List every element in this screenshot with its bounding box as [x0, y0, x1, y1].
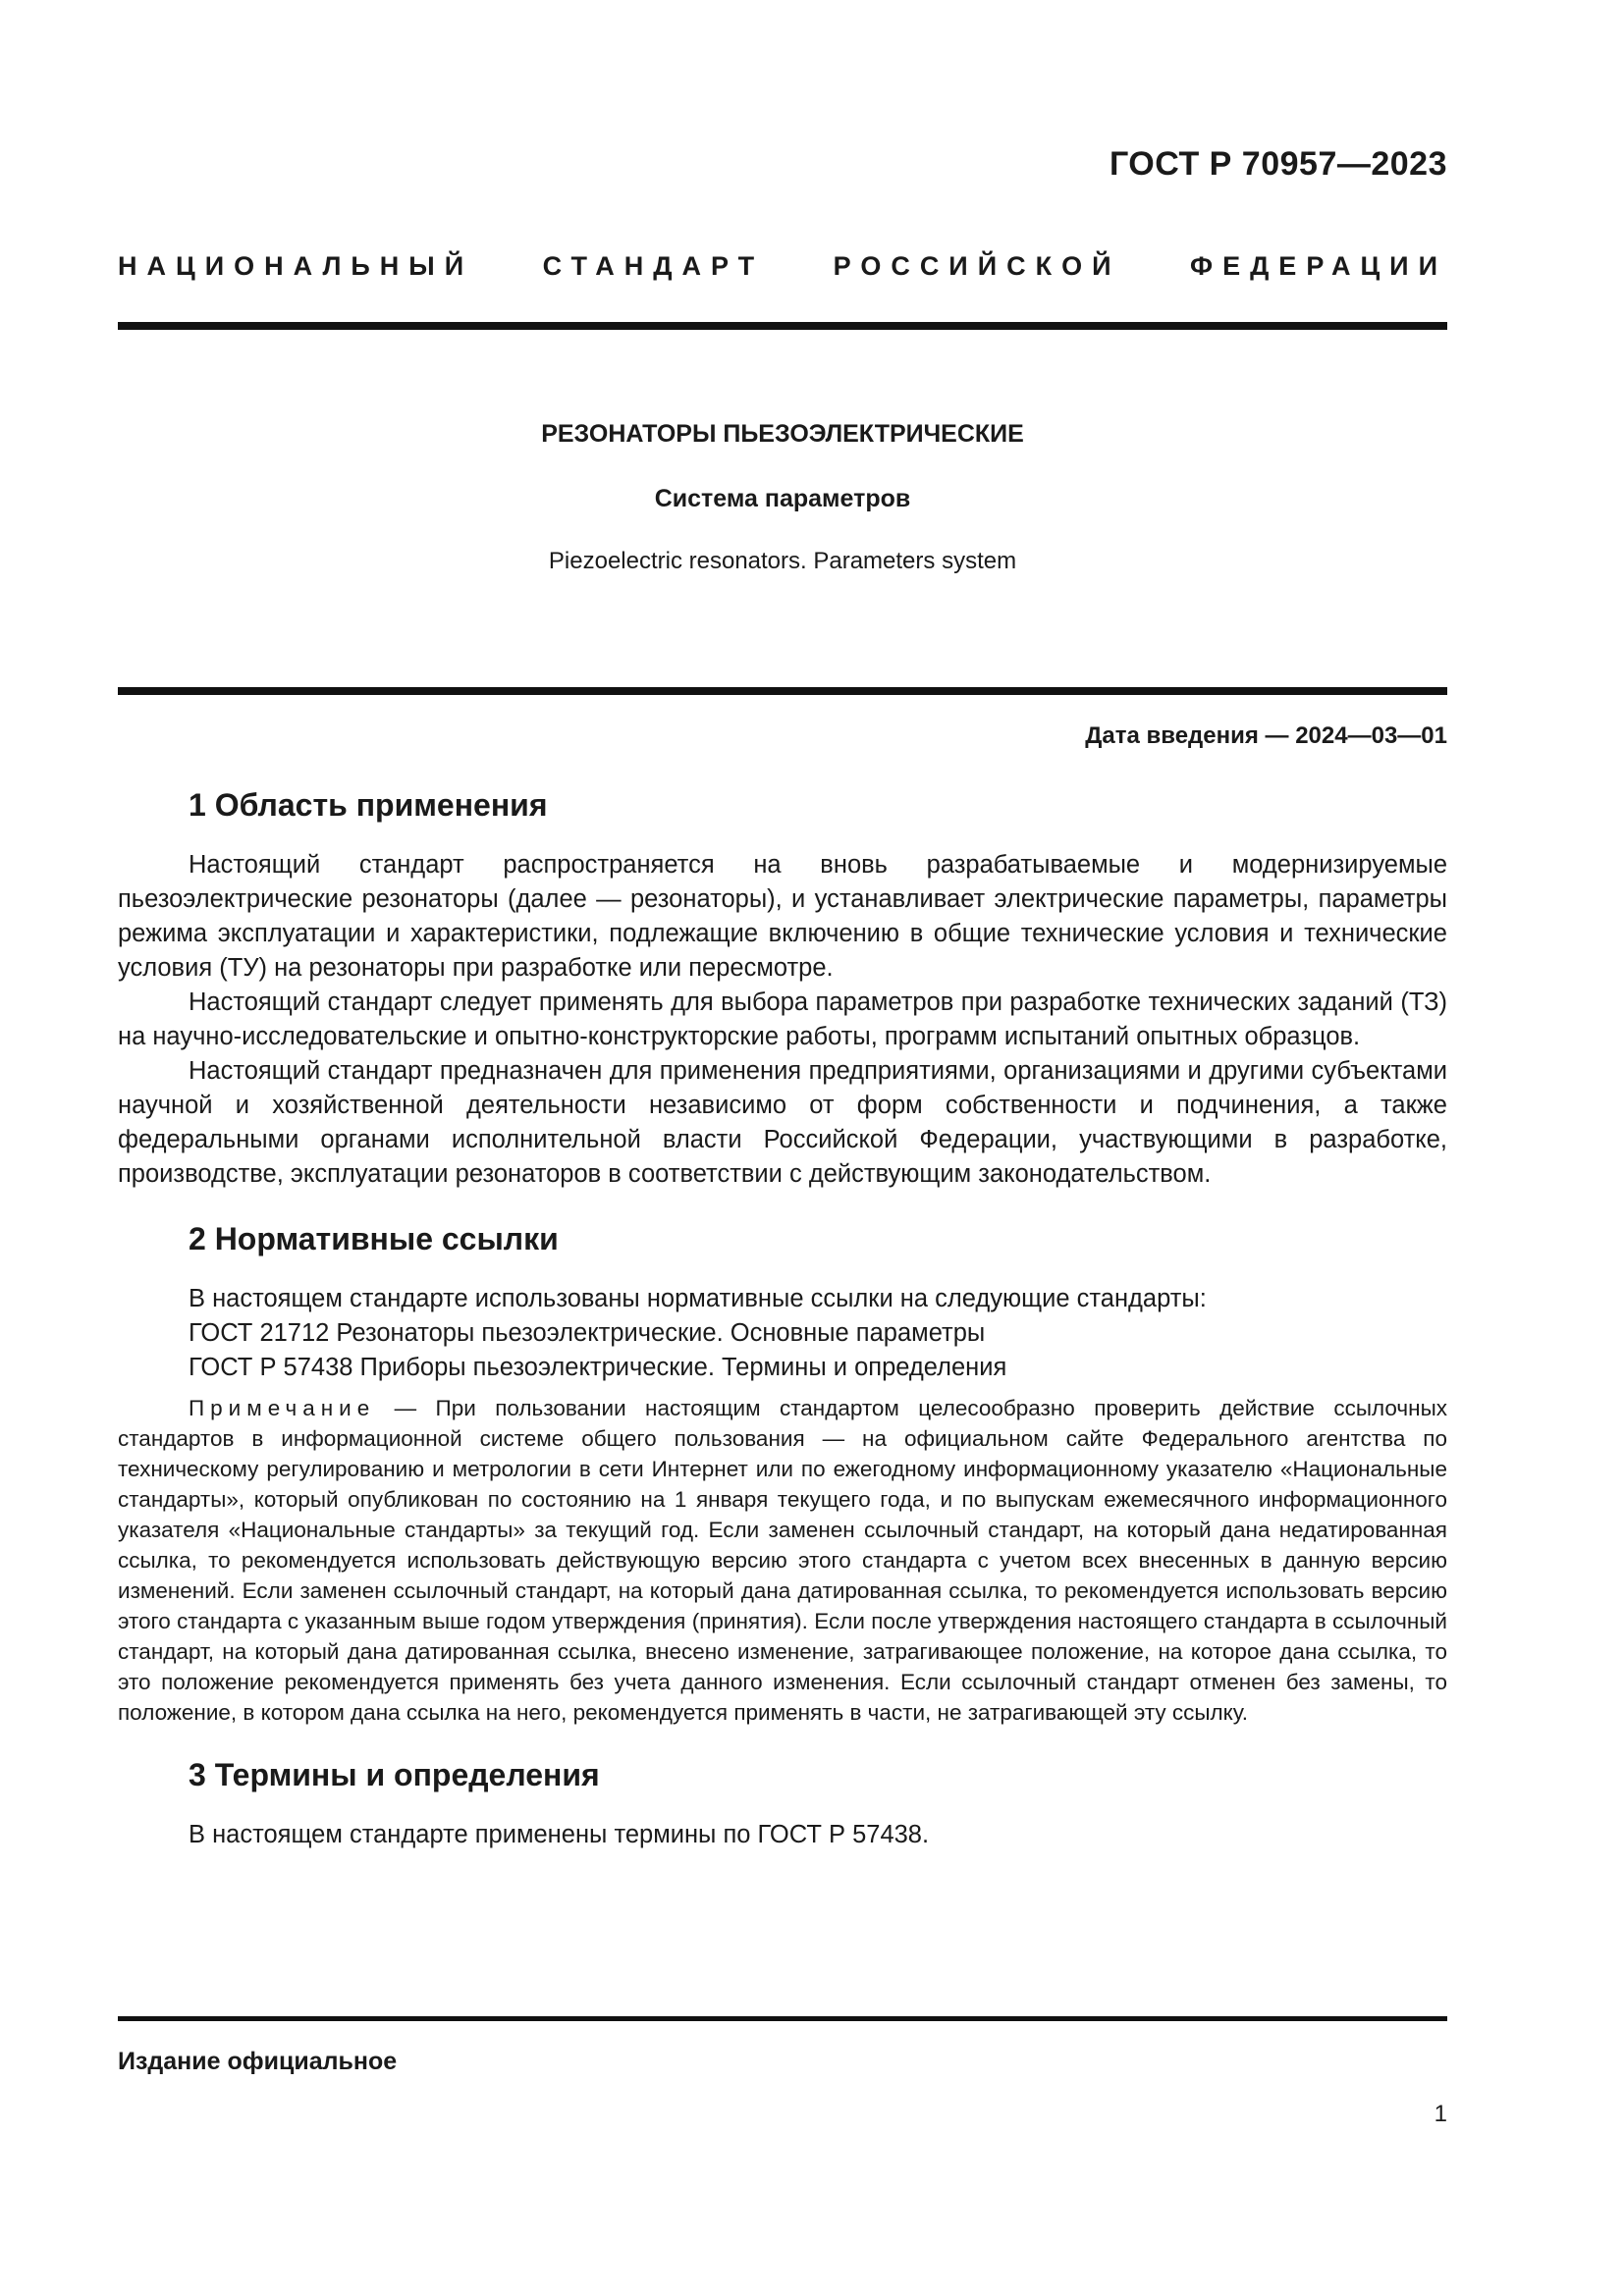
paragraph: Настоящий стандарт следует применять для выбора параметров при разработке технических заданий (ТЗ) на научно-исследовательские и опытно-конструкторские работы, программ испытаний опытных образцов. [118, 988, 1447, 1050]
bottom-rule [118, 2016, 1447, 2021]
top-rule [118, 322, 1447, 330]
paragraph: Настоящий стандарт распространяется на вновь разрабатываемые и модернизируемые пьезоэлектрические резонаторы (далее — резонаторы), и устанавливает электрические параметры, параметры режима эксплуатации и характеристики, подлежащие включению в общие технические условия и технические условия (ТУ) на резонаторы при разработке или пересмотре. [118, 851, 1447, 982]
paragraph: Настоящий стандарт предназначен для применения предприятиями, организациями и другими субъектами научной и хозяйственной деятельности независимо от форм собственности и подчинения, а также федеральными органами исполнительной власти Российской Федерации, участвующими в разработке, производстве, эксплуатации резонаторов в соответствии с действующим законодательством. [118, 1057, 1447, 1188]
introduction-date: Дата введения — 2024—03—01 [1085, 722, 1447, 749]
reference-item: ГОСТ 21712 Резонаторы пьезоэлектрические. Основные параметры [189, 1319, 986, 1347]
official-edition-label: Издание официальное [118, 2048, 398, 2075]
note-text: — При пользовании настоящим стандартом целесообразно проверить действие ссылочных стандартов в информационной системе общего пользования — на официальном сайте Федерального агентства по техническому регулированию и метрологии в сети Интернет или по ежегодному информационному указателю «Национальные стандарты», который опубликован по состоянию на 1 января текущего года, и по выпускам ежемесячного информационного указателя «Национальные стандарты» за текущий год. Если заменен ссылочный стандарт, на который дана недатированная ссылка, то рекомендуется использовать действующую версию этого стандарта с учетом всех внесенных в данную версию изменений. Если заменен ссылочный стандарт, на который дана датированная ссылка, то рекомендуется использовать версию этого стандарта с указанным выше годом утверждения (принятия). Если после утверждения настоящего стандарта в ссылочный стандарт, на который дана датированная ссылка, внесено изменение, затрагивающее положение, на которое дана ссылка, то это положение рекомендуется применять без учета данного изменения. Если ссылочный стандарт отменен без замены, то положение, в котором дана ссылка на него, рекомендуется применять в части, не затрагивающей эту ссылку. [118, 1396, 1447, 1725]
note [118, 1393, 1447, 1728]
note-label: Примечание [189, 1396, 376, 1420]
national-standard-title: НАЦИОНАЛЬНЫЙ СТАНДАРТ РОССИЙСКОЙ ФЕДЕРАЦИИ [118, 251, 1447, 281]
section-heading: 3 Термины и определения [189, 1757, 600, 1792]
section-spacer [118, 1192, 1447, 1219]
standard-english-title: Piezoelectric resonators. Parameters system [548, 548, 1017, 574]
document-number: ГОСТ Р 70957—2023 [1109, 145, 1447, 183]
section-heading: 1 Область применения [189, 787, 548, 823]
section-normative-references [118, 1219, 1447, 1728]
standard-main-title: РЕЗОНАТОРЫ ПЬЕЗОЭЛЕКТРИЧЕСКИЕ [541, 420, 1024, 448]
section-heading: 2 Нормативные ссылки [189, 1221, 559, 1256]
terms-text: В настоящем стандарте применены термины по ГОСТ Р 57438. [189, 1821, 930, 1848]
reference-item: ГОСТ Р 57438 Приборы пьезоэлектрические. Термины и определения [189, 1354, 1007, 1381]
page-number: 1 [1434, 2101, 1447, 2127]
middle-rule [118, 687, 1447, 695]
section-spacer [118, 1728, 1447, 1755]
standard-subtitle: Система параметров [654, 485, 911, 512]
section-scope [118, 785, 1447, 1192]
section-terms [118, 1755, 1447, 1852]
document-body [118, 785, 1447, 1852]
reference-intro: В настоящем стандарте использованы нормативные ссылки на следующие стандарты: [189, 1285, 1207, 1312]
